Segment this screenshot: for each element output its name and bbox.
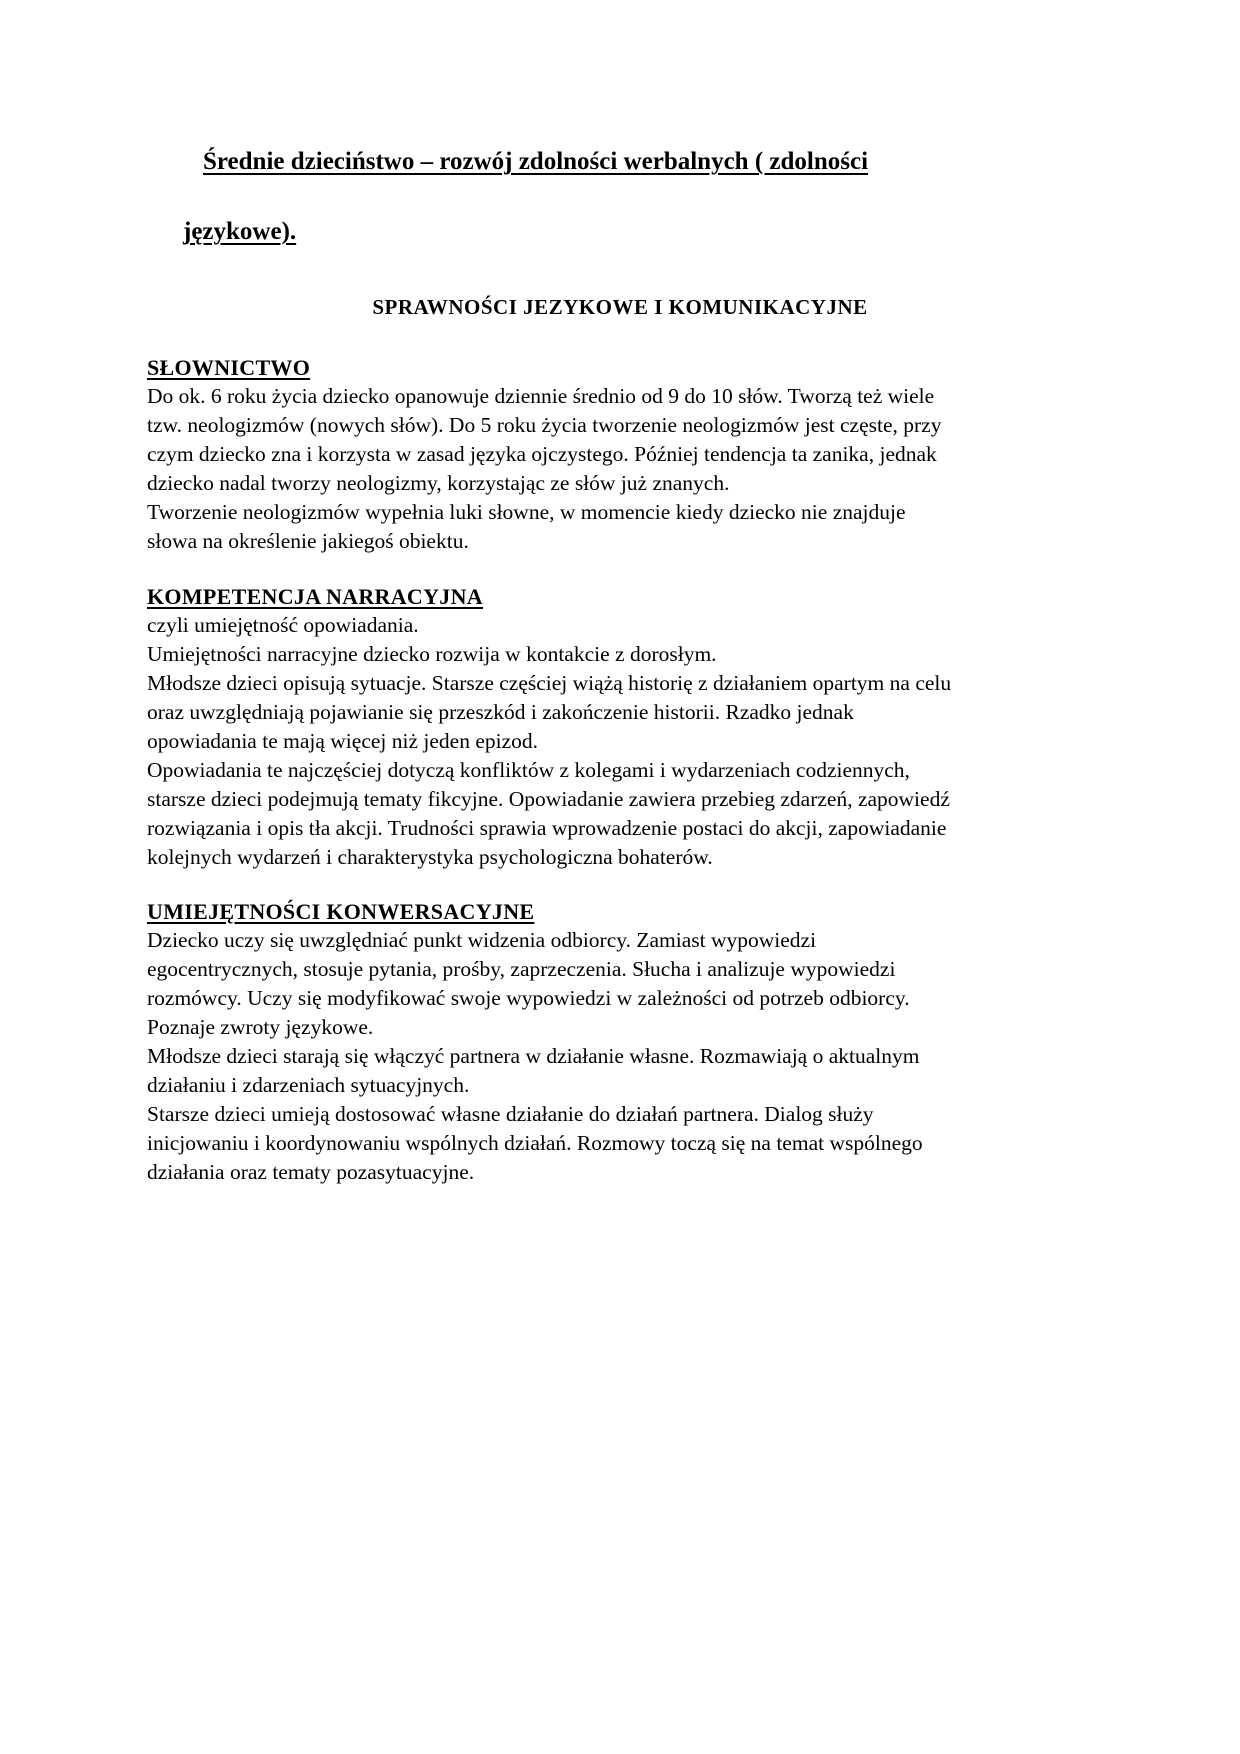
paragraph-line: starsze dzieci podejmują tematy fikcyjne. Opowiadanie zawiera przebieg zdarzeń, zapowiedź (147, 787, 950, 811)
paragraph-line: rozmówcy. Uczy się modyfikować swoje wypowiedzi w zależności od potrzeb odbiorcy. (147, 986, 910, 1010)
section-heading-umiejetnosci-konwersacyjne: UMIEJĘTNOŚCI KONWERSACYJNE (147, 899, 535, 924)
paragraph-line: działaniu i zdarzeniach sytuacyjnych. (147, 1073, 470, 1097)
paragraph-line: Młodsze dzieci starają się włączyć partnera w działanie własne. Rozmawiają o aktualnym (147, 1044, 920, 1068)
paragraph-line: kolejnych wydarzeń i charakterystyka psychologiczna bohaterów. (147, 845, 713, 869)
paragraph-line: Opowiadania te najczęściej dotyczą konfliktów z kolegami i wydarzeniach codziennych, (147, 758, 910, 782)
section-kompetencja-narracyjna (147, 582, 1107, 872)
paragraph-line: Do ok. 6 roku życia dziecko opanowuje dziennie średnio od 9 do 10 słów. Tworzą też wiele (147, 384, 935, 408)
paragraph-line: czym dziecko zna i korzysta w zasad języka ojczystego. Później tendencja ta zanika, jednak (147, 442, 937, 466)
section-body-slownictwo (147, 382, 1107, 556)
paragraph-line: słowa na określenie jakiegoś obiektu. (147, 529, 469, 553)
section-umiejetnosci-konwersacyjne (147, 897, 1107, 1187)
section-body-umiejetnosci-konwersacyjne (147, 926, 1107, 1187)
paragraph-line: egocentrycznych, stosuje pytania, prośby, zaprzeczenia. Słucha i analizuje wypowiedzi (147, 957, 896, 981)
paragraph-line: dziecko nadal tworzy neologizmy, korzystając ze słów już znanych. (147, 471, 730, 495)
document-title-line-1: Średnie dzieciństwo – rozwój zdolności werbalnych ( zdolności (203, 148, 869, 175)
paragraph-line: rozwiązania i opis tła akcji. Trudności sprawia wprowadzenie postaci do akcji, zapowiadanie (147, 816, 947, 840)
section-body-kompetencja-narracyjna (147, 611, 1107, 872)
paragraph-line: działania oraz tematy pozasytuacyjne. (147, 1160, 475, 1184)
document-subtitle: SPRAWNOŚCI JEZYKOWE I KOMUNIKACYJNE (372, 295, 868, 319)
paragraph-line: Dziecko uczy się uwzględniać punkt widzenia odbiorcy. Zamiast wypowiedzi (147, 928, 817, 952)
section-slownictwo (147, 353, 1107, 556)
paragraph-line: Młodsze dzieci opisują sytuacje. Starsze częściej wiążą historię z działaniem opartym na celu (147, 671, 952, 695)
section-heading-slownictwo: SŁOWNICTWO (147, 355, 311, 380)
paragraph-line: Tworzenie neologizmów wypełnia luki słowne, w momencie kiedy dziecko nie znajduje (147, 500, 906, 524)
paragraph-line: inicjowaniu i koordynowaniu wspólnych działań. Rozmowy toczą się na temat wspólnego (147, 1131, 923, 1155)
paragraph-line: Umiejętności narracyjne dziecko rozwija w kontakcie z dorosłym. (147, 642, 717, 666)
paragraph-line: oraz uwzględniają pojawianie się przeszkód i zakończenie historii. Rzadko jednak (147, 700, 854, 724)
paragraph-line: czyli umiejętność opowiadania. (147, 613, 419, 637)
document-title-line-2: językowe). (183, 218, 297, 245)
section-heading-kompetencja-narracyjna: KOMPETENCJA NARRACYJNA (147, 584, 483, 609)
paragraph-line: tzw. neologizmów (nowych słów). Do 5 roku życia tworzenie neologizmów jest częste, przy (147, 413, 942, 437)
paragraph-line: Poznaje zwroty językowe. (147, 1015, 374, 1039)
paragraph-line: opowiadania te mają więcej niż jeden epizod. (147, 729, 539, 753)
paragraph-line: Starsze dzieci umieją dostosować własne działanie do działań partnera. Dialog służy (147, 1102, 874, 1126)
